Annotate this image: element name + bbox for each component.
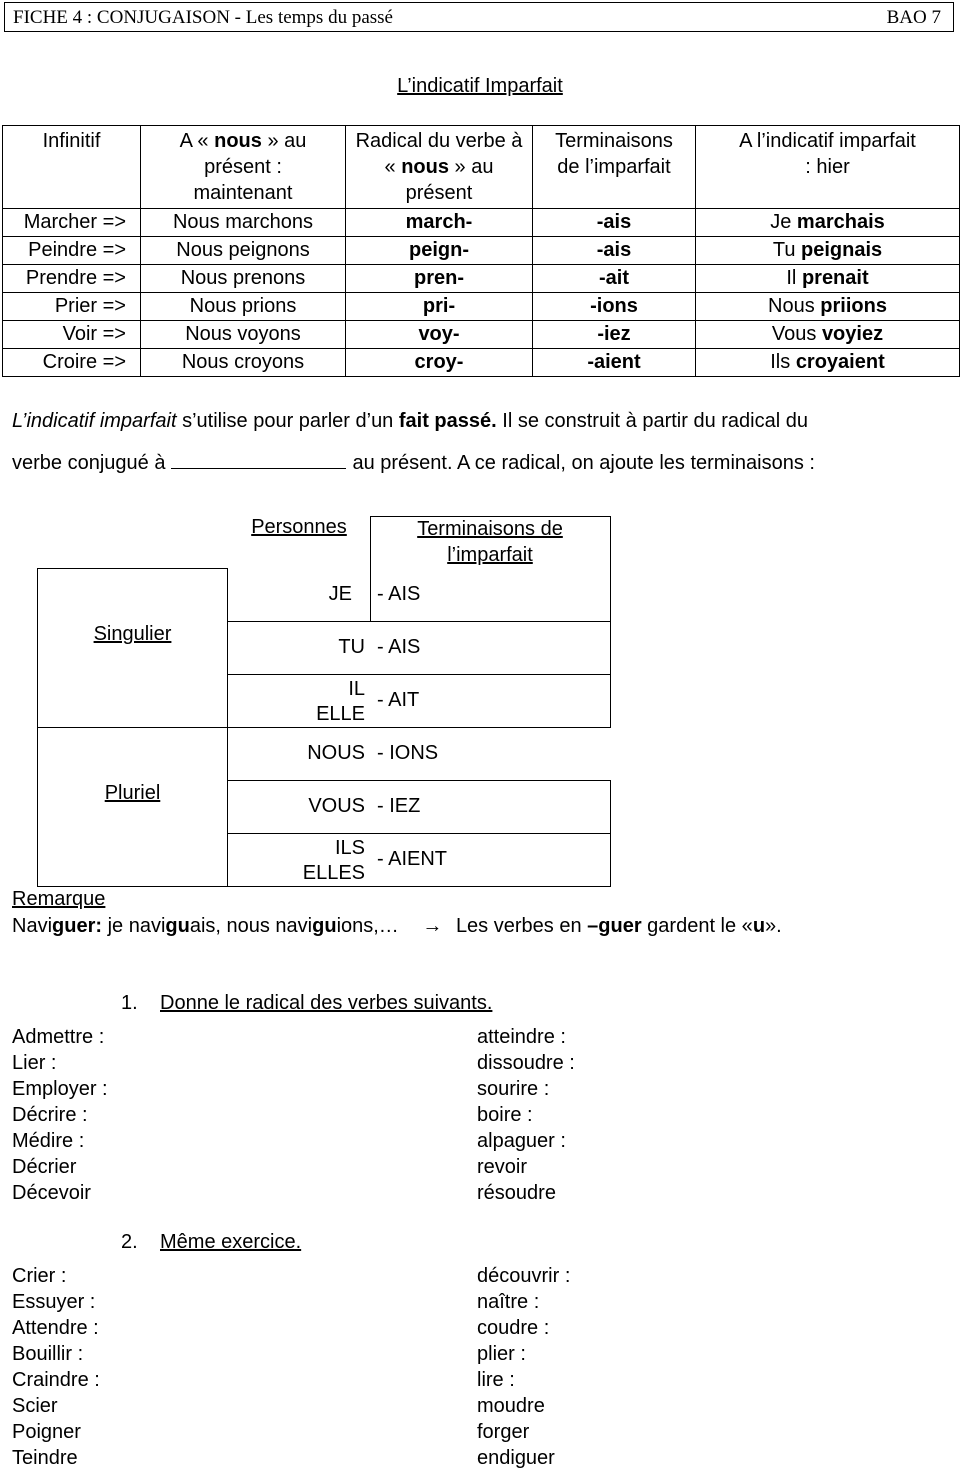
cell-present: Nous prions bbox=[141, 293, 346, 321]
cell-infinitif: Voir => bbox=[3, 321, 141, 349]
exercise1-right-list bbox=[477, 1024, 575, 1206]
cell-radical: voy- bbox=[346, 321, 533, 349]
person-tu: TU bbox=[338, 636, 365, 658]
list-item: coudre : bbox=[477, 1317, 550, 1339]
list-item: boire : bbox=[477, 1104, 533, 1126]
table-row bbox=[3, 321, 960, 349]
ending-ils: - AIENT bbox=[377, 848, 448, 870]
cell-terminaison: -ais bbox=[533, 237, 696, 265]
cell-terminaison: -aient bbox=[533, 349, 696, 377]
cell-radical: march- bbox=[346, 209, 533, 237]
arrow-icon: → bbox=[422, 915, 443, 937]
cell-present: Nous voyons bbox=[141, 321, 346, 349]
person-ils-elles: ILS ELLES bbox=[302, 837, 365, 884]
cell-present: Nous prenons bbox=[141, 265, 346, 293]
fill-blank bbox=[171, 448, 346, 469]
exercise2-right-list bbox=[477, 1263, 570, 1471]
ending-vous: - IEZ bbox=[377, 795, 421, 817]
singulier-box bbox=[37, 568, 228, 728]
cell-imparfait: Je marchais bbox=[696, 209, 960, 237]
cell-radical: croy- bbox=[346, 349, 533, 377]
exercise1-title: Donne le radical des verbes suivants. bbox=[160, 992, 493, 1014]
header-terminaisons: Terminaisons de l’imparfait bbox=[533, 126, 696, 209]
list-item: Craindre : bbox=[12, 1369, 100, 1391]
cell-radical: pren- bbox=[346, 265, 533, 293]
list-item: Essuyer : bbox=[12, 1291, 96, 1313]
cell-terminaison: -iez bbox=[533, 321, 696, 349]
cell-imparfait: Tu peignais bbox=[696, 237, 960, 265]
cell-present: Nous peignons bbox=[141, 237, 346, 265]
table-row bbox=[3, 209, 960, 237]
header-imparfait: A l’indicatif imparfait : hier bbox=[696, 126, 960, 209]
cell-infinitif: Prendre => bbox=[3, 265, 141, 293]
cell-infinitif: Prier => bbox=[3, 293, 141, 321]
list-item: découvrir : bbox=[477, 1265, 571, 1287]
ending-je: - AIS bbox=[377, 583, 421, 605]
exercise1-left-list bbox=[12, 1024, 108, 1206]
table-row bbox=[3, 237, 960, 265]
label-pluriel: Pluriel bbox=[104, 782, 161, 804]
person-il-elle: IL ELLE bbox=[316, 678, 365, 725]
header-code: BAO 7 bbox=[886, 7, 941, 28]
list-item: atteindre : bbox=[477, 1026, 566, 1048]
exercise2-number: 2. bbox=[121, 1231, 138, 1253]
list-item: revoir bbox=[477, 1156, 528, 1178]
exercise2-title: Même exercice. bbox=[160, 1231, 302, 1253]
list-item: endiguer bbox=[477, 1447, 555, 1469]
header-title: FICHE 4 : CONJUGAISON - Les temps du passé bbox=[13, 7, 393, 28]
list-item: lire : bbox=[477, 1369, 515, 1391]
header-radical: Radical du verbe à « nous » au présent bbox=[346, 126, 533, 209]
cell-infinitif: Peindre => bbox=[3, 237, 141, 265]
exercise1-number: 1. bbox=[121, 992, 138, 1014]
cell-terminaison: -ait bbox=[533, 265, 696, 293]
ending-tu: - AIS bbox=[377, 636, 421, 658]
cell-imparfait: Nous priions bbox=[696, 293, 960, 321]
ending-il: - AIT bbox=[377, 689, 420, 711]
section-title: L’indicatif Imparfait bbox=[397, 75, 563, 97]
list-item: Bouillir : bbox=[12, 1343, 84, 1365]
pluriel-box bbox=[37, 727, 228, 887]
list-item: naître : bbox=[477, 1291, 540, 1313]
list-item: Admettre : bbox=[12, 1026, 105, 1048]
table-row bbox=[3, 293, 960, 321]
col-personnes: Personnes bbox=[251, 516, 347, 538]
list-item: Décrier bbox=[12, 1156, 77, 1178]
cell-radical: peign- bbox=[346, 237, 533, 265]
exercise2-left-list bbox=[12, 1263, 100, 1471]
cell-infinitif: Marcher => bbox=[3, 209, 141, 237]
cell-radical: pri- bbox=[346, 293, 533, 321]
explanation-paragraph: L’indicatif imparfait s’utilise pour parler d’un fait passé. Il se construit à partir du radical du verbe conjugué à au présent. A ce radical, on ajoute les terminaisons : bbox=[12, 410, 815, 474]
remarque-text: Naviguer: je naviguais, nous naviguions,… → Les verbes en –guer gardent le «u». bbox=[12, 915, 782, 937]
table-row bbox=[3, 349, 960, 377]
term-box-header bbox=[370, 516, 611, 622]
cell-terminaison: -ais bbox=[533, 209, 696, 237]
list-item: sourire : bbox=[477, 1078, 550, 1100]
list-item: Décrire : bbox=[12, 1104, 88, 1126]
list-item: Scier bbox=[12, 1395, 58, 1417]
list-item: Médire : bbox=[12, 1130, 85, 1152]
person-vous: VOUS bbox=[308, 795, 365, 817]
conjugation-table bbox=[2, 125, 960, 377]
list-item: Lier : bbox=[12, 1052, 57, 1074]
list-item: Attendre : bbox=[12, 1317, 99, 1339]
remarque-title: Remarque bbox=[12, 888, 106, 910]
col-terminaisons: Terminaisons de l’imparfait bbox=[417, 518, 563, 566]
table-header-row bbox=[3, 126, 960, 209]
ending-nous: - IONS bbox=[377, 742, 439, 764]
list-item: alpaguer : bbox=[477, 1130, 566, 1152]
list-item: Décevoir bbox=[12, 1182, 91, 1204]
list-item: moudre bbox=[477, 1395, 545, 1417]
cell-infinitif: Croire => bbox=[3, 349, 141, 377]
cell-imparfait: Vous voyiez bbox=[696, 321, 960, 349]
list-item: dissoudre : bbox=[477, 1052, 575, 1074]
page-header bbox=[4, 2, 954, 32]
cell-present: Nous marchons bbox=[141, 209, 346, 237]
list-item: résoudre bbox=[477, 1182, 556, 1204]
list-item: forger bbox=[477, 1421, 530, 1443]
header-infinitif: Infinitif bbox=[3, 126, 141, 209]
list-item: Poigner bbox=[12, 1421, 81, 1443]
person-nous: NOUS bbox=[307, 742, 365, 764]
cell-terminaison: -ions bbox=[533, 293, 696, 321]
cell-present: Nous croyons bbox=[141, 349, 346, 377]
header-present: A « nous » au présent : maintenant bbox=[141, 126, 346, 209]
list-item: Employer : bbox=[12, 1078, 108, 1100]
cell-imparfait: Ils croyaient bbox=[696, 349, 960, 377]
label-singulier: Singulier bbox=[93, 623, 172, 645]
list-item: plier : bbox=[477, 1343, 526, 1365]
cell-imparfait: Il prenait bbox=[696, 265, 960, 293]
person-je: JE bbox=[328, 583, 352, 605]
list-item: Teindre bbox=[12, 1447, 78, 1469]
list-item: Crier : bbox=[12, 1265, 67, 1287]
table-row bbox=[3, 265, 960, 293]
